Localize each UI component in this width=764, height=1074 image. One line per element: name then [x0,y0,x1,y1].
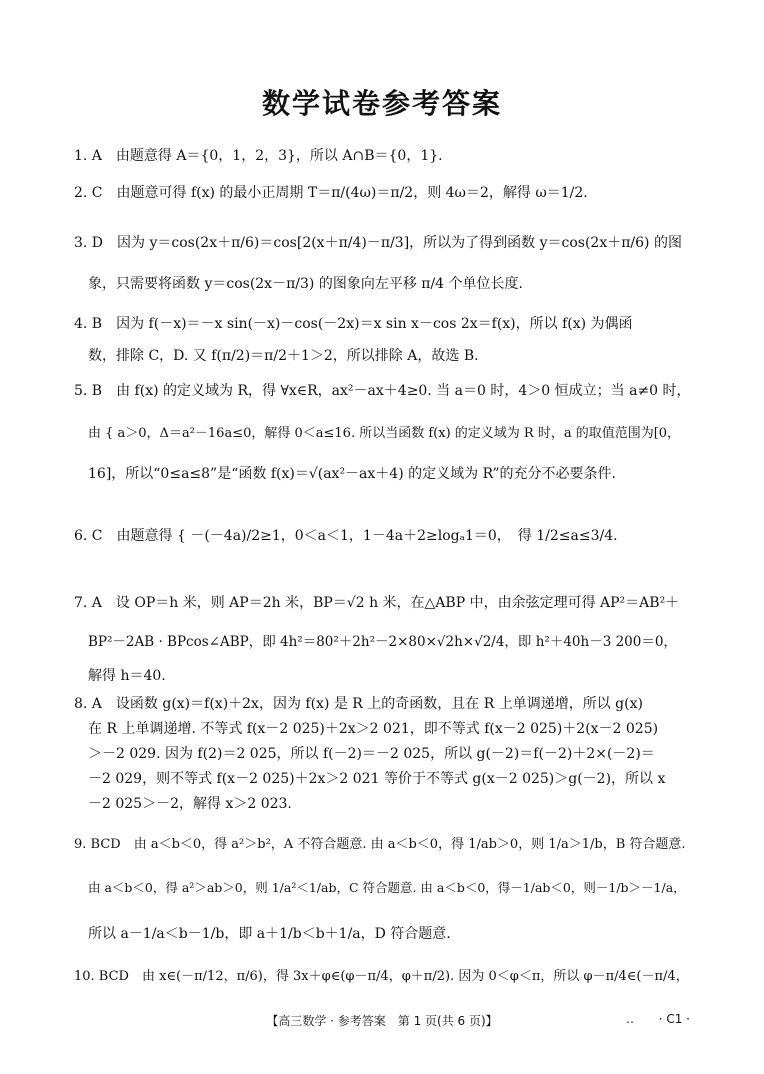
answer-line: 解得 h＝40. [88,668,166,684]
answer-line: BP²－2AB · BPcos∠ABP，即 4h²＝80²＋2h²－2×80×√2h×√2/4，即 h²＋40h－3 200＝0， [88,634,677,650]
answer-line: 6. C 由题意得 { －(－4a)/2≥1，0＜a＜1，1－4a＋2≥logₐ1＝0， 得 1/2≤a≤3/4. [74,528,618,544]
answer-line: 由 a＜b＜0，得 a²＞ab＞0，则 1/a²＜1/ab，C 符合题意. 由 a＜b＜0，得－1/ab＜0，则－1/b＞－1/a， [88,880,686,895]
answer-line: －2 029，则不等式 f(x－2 025)＋2x＞2 021 等价于不等式 g(x－2 025)＞g(－2)，所以 x [88,771,666,787]
answer-line: ＞－2 029. 因为 f(2)＝2 025，所以 f(－2)＝－2 025，所以 g(－2)＝f(－2)＋2×(－2)＝ [88,746,655,762]
answer-line: 8. A 设函数 g(x)＝f(x)＋2x，因为 f(x) 是 R 上的奇函数，且在 R 上单调递增，所以 g(x) [74,696,643,712]
page-title: 数学试卷参考答案 [261,87,502,120]
answer-line: 2. C 由题意可得 f(x) 的最小正周期 T＝π/(4ω)＝π/2，则 4ω＝2，解得 ω＝1/2. [74,185,588,201]
footer-code: · C1 · [658,1012,690,1026]
answer-line: 7. A 设 OP＝h 米，则 AP＝2h 米，BP＝√2 h 米，在△ABP 中，由余弦定理可得 AP²＝AB²＋ [74,595,680,611]
answer-line: 4. B 因为 f(－x)＝－x sin(－x)－cos(－2x)＝x sin x－cos 2x＝f(x)，所以 f(x) 为偶函 [74,316,633,332]
answer-line: 象，只需要将函数 y＝cos(2x－π/3) 的图象向左平移 π/4 个单位长度. [88,276,523,292]
answer-line: 3. D 因为 y＝cos(2x＋π/6)＝cos[2(x＋π/4)－π/3]，所以为了得到函数 y＝cos(2x＋π/6) 的图 [74,235,682,251]
answer-line: 16]，所以“0≤a≤8”是“函数 f(x)＝√(ax²－ax＋4) 的定义域为 R”的充分不必要条件. [88,466,616,482]
footer-dots: ‥ [625,1012,634,1026]
answer-line: －2 025＞－2，解得 x＞2 023. [88,796,292,812]
answer-line: 1. A 由题意得 A＝{0，1，2，3}，所以 A∩B＝{0，1}. [74,148,443,164]
page-footer [0,1008,764,1030]
footer-text: 【高三数学 · 参考答案 第 1 页(共 6 页)】 [266,1014,498,1028]
answer-line: 由 { a＞0，Δ＝a²－16a≤0，解得 0＜a≤16. 所以当函数 f(x) 的定义域为 R 时，a 的取值范围为[0， [88,426,681,441]
answer-line: 所以 a－1/a＜b－1/b，即 a＋1/b＜b＋1/a，D 符合题意. [88,926,451,942]
answer-line: 9. BCD 由 a＜b＜0，得 a²＞b²，A 不符合题意. 由 a＜b＜0，得 1/ab＞0，则 1/a＞1/b，B 符合题意. [74,837,686,852]
answer-line: 10. BCD 由 x∈(－π/12，π/6)，得 3x＋φ∈(φ－π/4，φ＋π/2). 因为 0＜φ＜π，所以 φ－π/4∈(－π/4， [74,969,689,984]
answer-line: 在 R 上单调递增. 不等式 f(x－2 025)＋2x＞2 021，即不等式 f(x－2 025)＋2(x－2 025) [88,721,659,737]
answer-line: 5. B 由 f(x) 的定义域为 R，得 ∀x∈R，ax²－ax＋4≥0. 当 a＝0 时，4＞0 恒成立；当 a≠0 时， [74,383,691,399]
answer-line: 数，排除 C，D. 又 f(π/2)＝π/2＋1＞2，所以排除 A，故选 B. [88,348,479,364]
